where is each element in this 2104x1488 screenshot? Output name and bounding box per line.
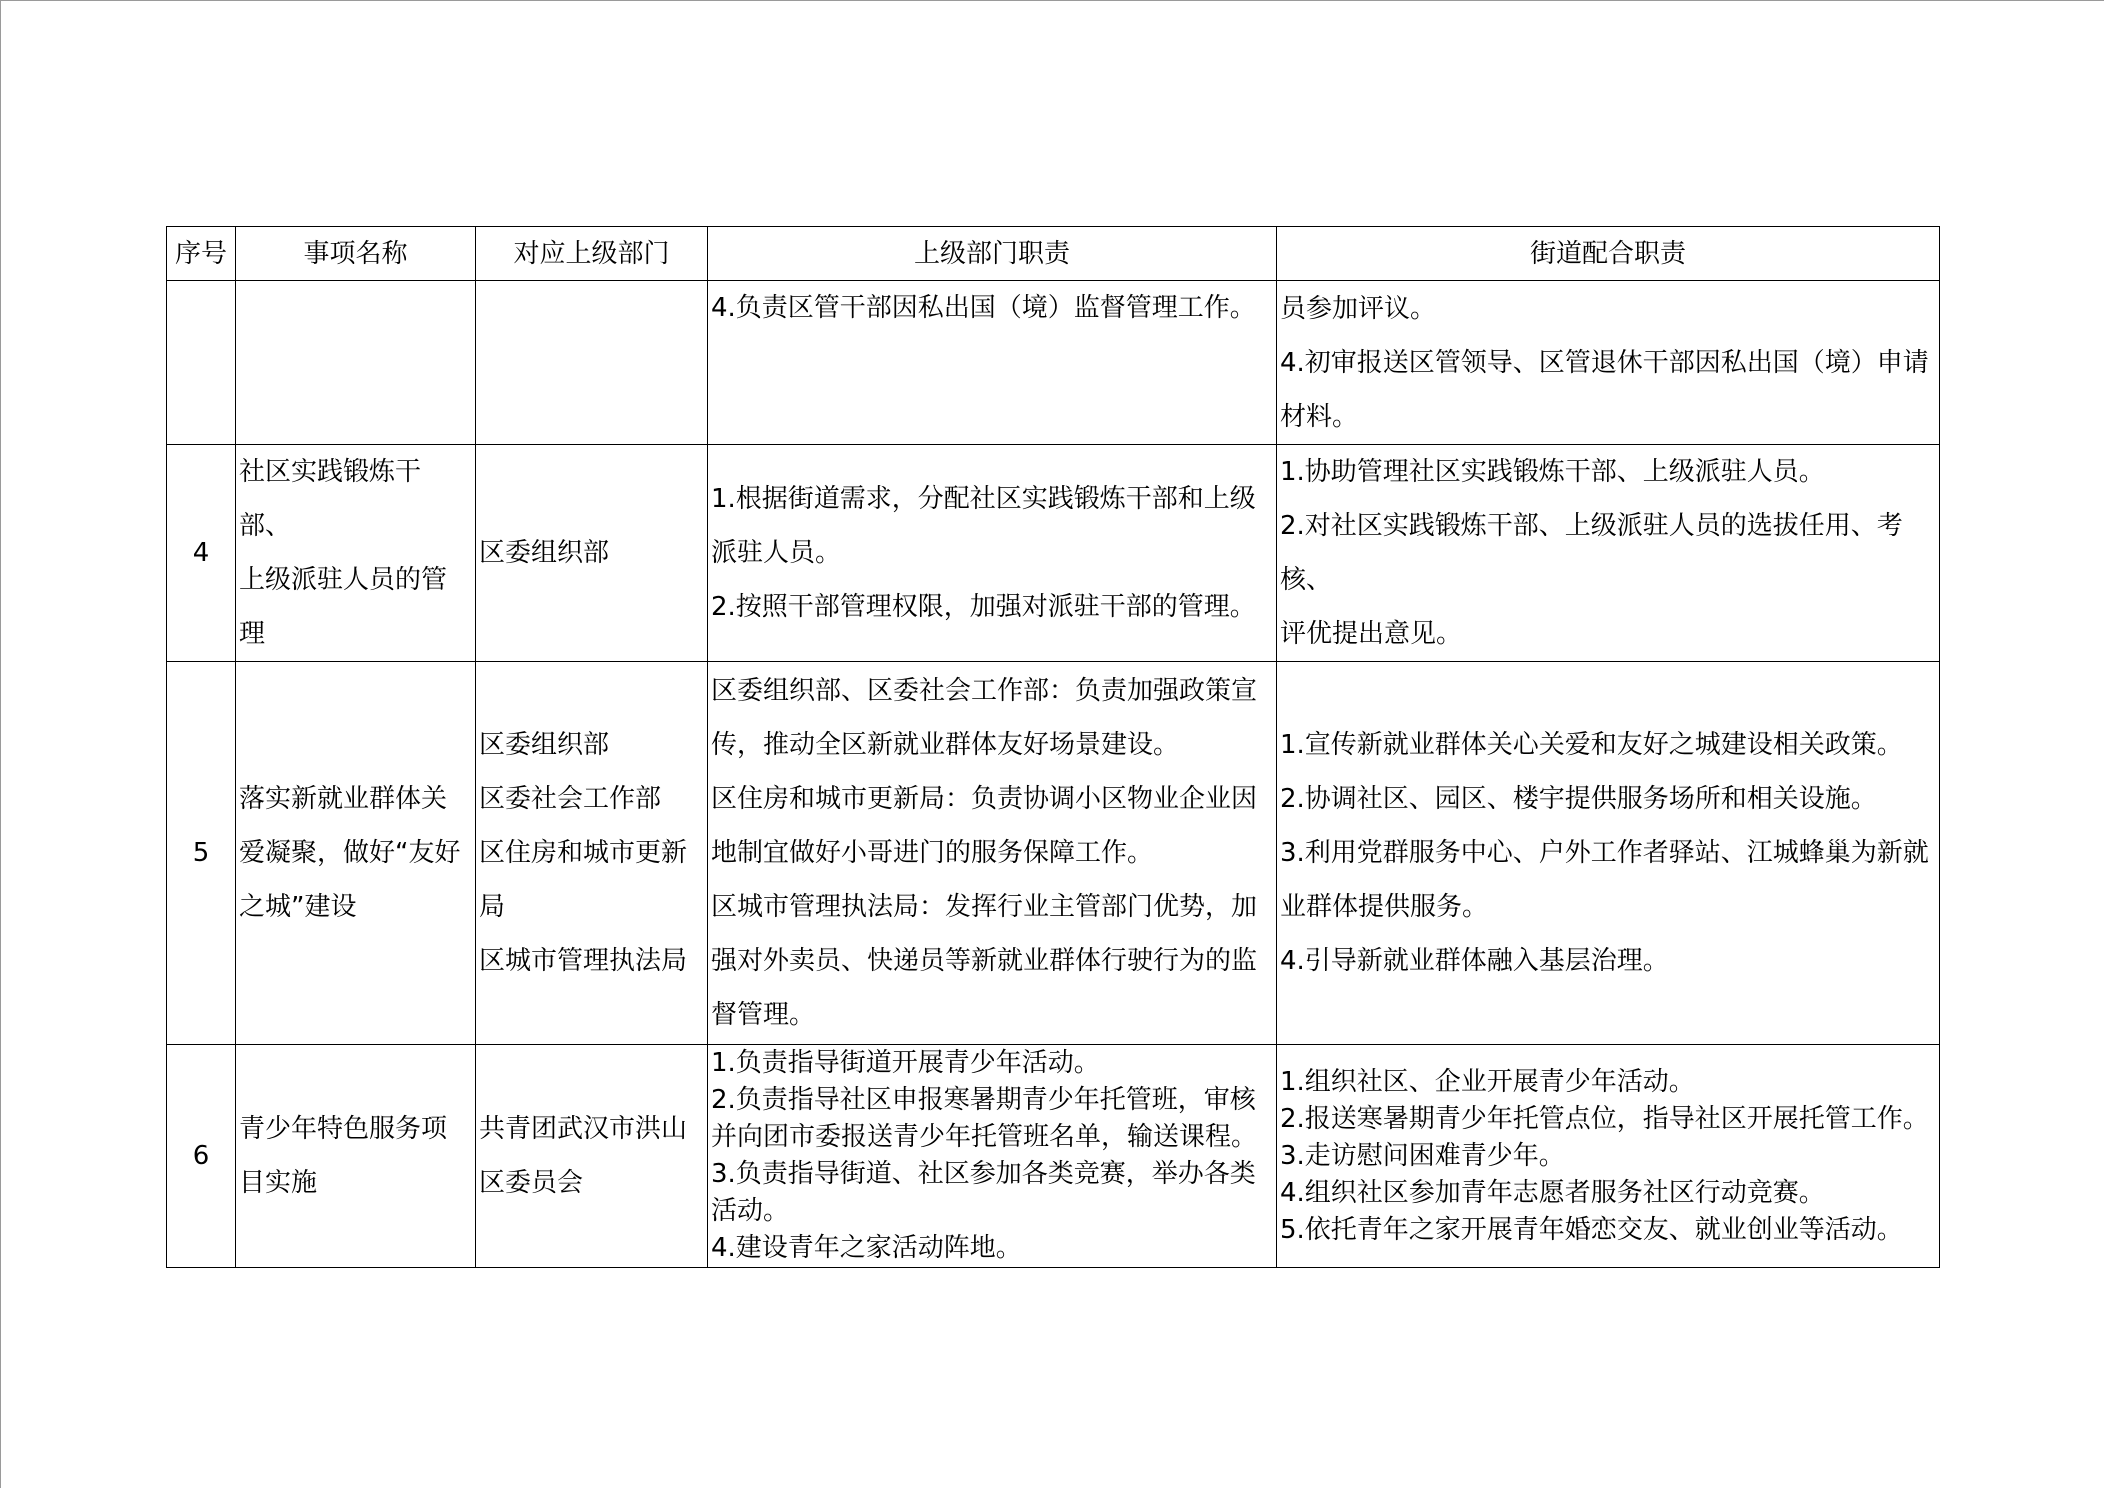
text-line: 4.组织社区参加青年志愿者服务社区行动竞赛。 xyxy=(1280,1177,1825,1208)
text-line: 1.负责指导街道开展青少年活动。 xyxy=(711,1048,1100,1078)
table-row xyxy=(167,662,1940,1045)
text-line: 区城市管理执法局：发挥行业主管部门优势，加 xyxy=(711,892,1258,922)
text-line: 2.负责指导社区申报寒暑期青少年托管班，审核 xyxy=(711,1085,1256,1115)
text-line: 社区实践锻炼干部、 xyxy=(239,457,422,541)
cell-item-name xyxy=(236,662,476,1045)
table-row xyxy=(167,445,1940,662)
text-line: 材料。 xyxy=(1280,401,1359,432)
text-line: 业群体提供服务。 xyxy=(1280,892,1489,922)
text-line: 2.协调社区、园区、楼宇提供服务场所和相关设施。 xyxy=(1280,784,1877,814)
cell-dept-duty xyxy=(708,445,1277,662)
cell-item-name xyxy=(236,1045,476,1268)
cell-dept-duty xyxy=(708,281,1277,445)
cell-dept xyxy=(476,1045,708,1268)
header-dept: 对应上级部门 xyxy=(476,227,708,281)
text-line: 强对外卖员、快递员等新就业群体行驶行为的监 xyxy=(711,946,1258,976)
text-line: 2.对社区实践锻炼干部、上级派驻人员的选拔任用、考核、 xyxy=(1280,511,1903,595)
text-line: 4.负责区管干部因私出国（境）监督管理工作。 xyxy=(711,293,1256,323)
table-row xyxy=(167,281,1940,445)
text-line: 目实施 xyxy=(239,1168,318,1198)
text-line: 3.负责指导街道、社区参加各类竞赛，举办各类 xyxy=(711,1159,1256,1189)
text-line: 1.宣传新就业群体关心关爱和友好之城建设相关政策。 xyxy=(1280,730,1903,760)
text-line: 评优提出意见。 xyxy=(1280,619,1463,649)
text-line: 4.初审报送区管领导、区管退休干部因私出国（境）申请 xyxy=(1280,347,1929,378)
text-line: 地制宜做好小哥进门的服务保障工作。 xyxy=(711,838,1154,868)
cell-no xyxy=(167,281,236,445)
cell-no: 6 xyxy=(167,1045,236,1268)
cell-dept-duty xyxy=(708,1045,1277,1268)
text-line: 区委社会工作部 xyxy=(479,784,662,814)
cell-street-duty xyxy=(1277,662,1940,1045)
text-line: 局 xyxy=(479,892,506,922)
cell-item-name xyxy=(236,281,476,445)
text-line: 区委组织部 xyxy=(479,538,610,568)
text-line: 3.利用党群服务中心、户外工作者驿站、江城蜂巢为新就 xyxy=(1280,838,1929,868)
cell-dept-duty xyxy=(708,662,1277,1045)
text-line: 并向团市委报送青少年托管班名单，输送课程。 xyxy=(711,1122,1258,1152)
header-street-duty: 街道配合职责 xyxy=(1277,227,1940,281)
text-line: 员参加评议。 xyxy=(1280,293,1437,324)
text-line: 督管理。 xyxy=(711,1000,816,1030)
cell-street-duty xyxy=(1277,445,1940,662)
text-line: 1.组织社区、企业开展青少年活动。 xyxy=(1280,1066,1695,1097)
text-line: 传，推动全区新就业群体友好场景建设。 xyxy=(711,730,1180,760)
header-item-name: 事项名称 xyxy=(236,227,476,281)
table-row xyxy=(167,1045,1940,1268)
text-line: 派驻人员。 xyxy=(711,538,842,568)
cell-no: 4 xyxy=(167,445,236,662)
text-line: 2.报送寒暑期青少年托管点位，指导社区开展托管工作。 xyxy=(1280,1103,1929,1134)
text-line: 青少年特色服务项 xyxy=(239,1114,448,1144)
cell-no: 5 xyxy=(167,662,236,1045)
text-line: 之城”建设 xyxy=(239,892,357,922)
header-no: 序号 xyxy=(167,227,236,281)
text-line: 区住房和城市更新局：负责协调小区物业企业因 xyxy=(711,784,1258,814)
text-line: 4.引导新就业群体融入基层治理。 xyxy=(1280,946,1669,976)
text-line: 区委组织部、区委社会工作部：负责加强政策宣 xyxy=(711,676,1258,706)
cell-item-name xyxy=(236,445,476,662)
cell-dept xyxy=(476,445,708,662)
text-line: 1.根据街道需求，分配社区实践锻炼干部和上级 xyxy=(711,484,1256,514)
text-line: 3.走访慰问困难青少年。 xyxy=(1280,1140,1565,1171)
text-line: 活动。 xyxy=(711,1196,790,1226)
header-dept-duty: 上级部门职责 xyxy=(708,227,1277,281)
text-line: 1.协助管理社区实践锻炼干部、上级派驻人员。 xyxy=(1280,457,1825,487)
text-line: 4.建设青年之家活动阵地。 xyxy=(711,1233,1022,1263)
text-line: 共青团武汉市洪山 xyxy=(479,1114,688,1144)
cell-street-duty xyxy=(1277,281,1940,445)
cell-dept xyxy=(476,281,708,445)
duty-table xyxy=(166,226,1940,1268)
text-line: 落实新就业群体关 xyxy=(239,784,448,814)
text-line: 区委组织部 xyxy=(479,730,610,760)
text-line: 爱凝聚，做好“友好 xyxy=(239,838,461,868)
text-line: 2.按照干部管理权限，加强对派驻干部的管理。 xyxy=(711,592,1256,622)
text-line: 理 xyxy=(239,619,266,649)
cell-street-duty xyxy=(1277,1045,1940,1268)
text-line: 区城市管理执法局 xyxy=(479,946,688,976)
header-row xyxy=(167,227,1940,281)
text-line: 区委员会 xyxy=(479,1168,584,1198)
cell-dept xyxy=(476,662,708,1045)
text-line: 区住房和城市更新 xyxy=(479,838,688,868)
text-line: 上级派驻人员的管 xyxy=(239,565,448,595)
text-line: 5.依托青年之家开展青年婚恋交友、就业创业等活动。 xyxy=(1280,1214,1903,1245)
